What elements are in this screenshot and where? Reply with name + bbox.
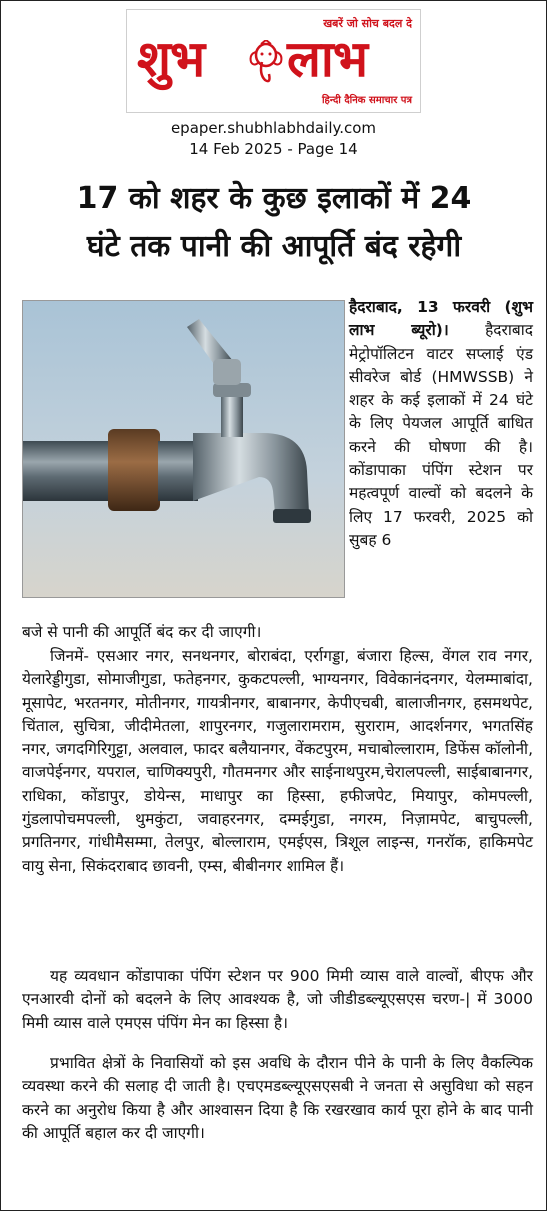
- masthead: [126, 9, 421, 113]
- paragraph-3: यह व्यवधान कोंडापाका पंपिंग स्टेशन पर 900 मिमी व्यास वाले वाल्वों, बीएफ और एनआरवी दोनों को बदलने के लिए आवश्यक है, जो जीडीडब्ल्यूएसएस चरण-| में 3000 मिमी व्यास वाले एमएस पंपिंग मेन का हिस्सा है।: [22, 967, 533, 1032]
- masthead-subtitle: हिन्दी दैनिक समाचार पत्र: [321, 95, 412, 106]
- water-tap-illustration: [23, 301, 344, 597]
- article-lead-column: [349, 296, 533, 552]
- headline-line-2: घंटे तक पानी की आपूर्ति बंद रहेगी: [86, 229, 462, 264]
- logo-word-right: लाभ: [287, 30, 367, 88]
- article-dateline: हैदराबाद, 13 फरवरी (शुभ लाभ ब्यूरो)।: [349, 298, 533, 340]
- epaper-site-link[interactable]: epaper.shubhlabhdaily.com: [170, 119, 377, 137]
- headline-line-1: 17 को शहर के कुछ इलाकों में 24: [76, 181, 472, 216]
- advisory-paragraph: [22, 1052, 533, 1145]
- logo-word-left: शुभ: [137, 30, 205, 88]
- paragraph-4: प्रभावित क्षेत्रों के निवासियों को इस अवधि के दौरान पीने के पानी के लिए वैकल्पिक व्यवस्था करने की सलाह दी जाती है। एचएमडब्ल्यूएसएसबी ने जनता से असुविधा को सहन करने का अनुरोध किया है और आश्वासन दिया है कि रखरखाव कार्य पूरा होने के बाद पानी की आपूर्ति बहाल कर दी जाएगी।: [22, 1054, 533, 1142]
- article-headline: [9, 175, 539, 271]
- masthead-tagline: खबरें जो सोच बदल दे: [323, 17, 412, 30]
- ganesha-emblem-icon: [247, 40, 285, 86]
- newspaper-logo[interactable]: [135, 24, 415, 94]
- edition-date-page: 14 Feb 2025 - Page 14: [189, 140, 358, 158]
- paragraph-2: जिनमें- एसआर नगर, सनथनगर, बोराबंदा, एर्रागड्डा, बंजारा हिल्स, वेंगल राव नगर, येलारेड्डीगुडा, सोमाजीगुडा, फतेहनगर, कुकटपल्ली, भाग्यनगर, विवेकानंदनगर, येलम्माबांदा, मूसापेट, भरतनगर, मोतीनगर, गायत्रीनगर, बाबानगर, केपीएचबी, बालाजीनगर, हसमथपेट, चिंताल, सुचित्रा, जीदीमेतला, शापुरनगर, गजुलारामराम, सुराराम, आदर्शनगर, भगतसिंह नगर, जगदगिरिगुट्टा, अलवाल, फादर बलैयानगर, वेंकटपुरम, मचाबोल्लाराम, डिफेंस कॉलोनी, वाजपेईनगर, यपराल, चाणिक्यपुरी, गौतमनगर और साईनाथपुरम,चेरालपल्ली, साईबाबानगर, राधिका, कोंडापुर, डोयेन्स, माधापुर का हिस्सा, हफीजपेट, मियापुर, कोमपल्ली, गुंडलापोचमपल्ली, थुमकुंटा, जवाहरनगर, दम्मईगुडा, नगरम, निज़ामपेट, बाचुपल्ली, प्रगतिनगर, गांधीमैसम्मा, तेलपुर, बोल्लाराम, एमईएस, त्रिशूल लाइन्स, गनरॉक, हाकिमपेट वायु सेना, सिकंदराबाद छावनी, एम्स, बीबीनगर शामिल हैं।: [22, 647, 533, 875]
- article-lead: हैदराबाद मेट्रोपॉलिटन वाटर सप्लाई एंड सीवरेज बोर्ड (HMWSSB) ने शहर के कई इलाकों में 24 घंटे के लिए पेयजल आपूर्ति बाधित करने की घोषणा की है। कोंडापाका पंपिंग स्टेशन पर महत्वपूर्ण वाल्वों को बदलने के लिए 17 फरवरी, 2025 को सुबह 6: [349, 321, 533, 549]
- affected-areas-paragraph: [22, 645, 533, 878]
- lead-continuation: बजे से पानी की आपूर्ति बंद कर दी जाएगी।: [22, 623, 262, 641]
- water-tap-photo: [22, 300, 345, 598]
- reason-paragraph: [22, 965, 533, 1035]
- article-lead-continued: [22, 621, 533, 644]
